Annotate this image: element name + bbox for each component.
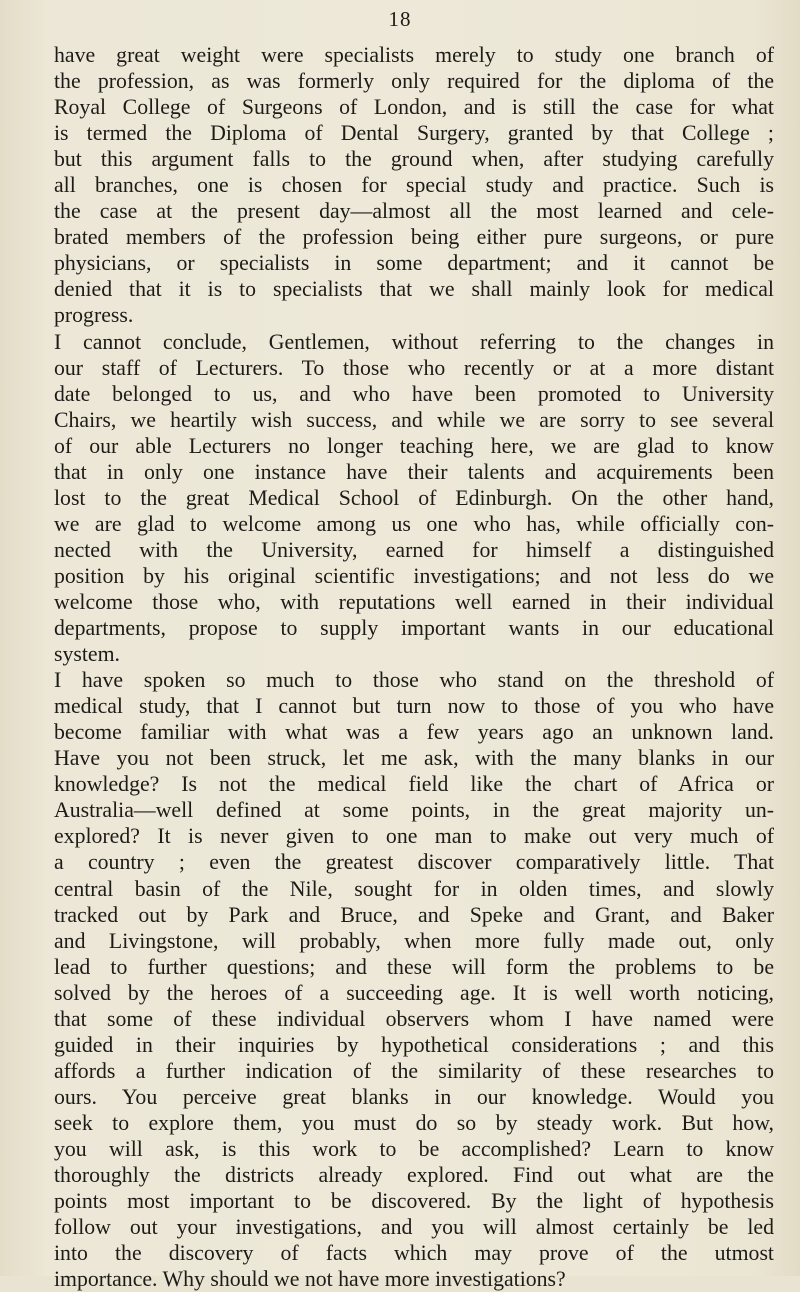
text-line: knowledge? Is not the medical field like the chart of Africa or <box>54 772 774 797</box>
page-number: 18 <box>388 7 412 31</box>
text-line: solved by the heroes of a succeeding age. It is well worth noticing, <box>54 980 774 1005</box>
text-line: and Livingstone, will probably, when more fully made out, only <box>54 928 774 953</box>
text-line: welcome those who, with reputations well earned in their individual <box>54 589 774 614</box>
text-line: seek to explore them, you must do so by steady work. But how, <box>54 1110 774 1135</box>
text-line: Australia—well defined at some points, in the great majority un- <box>54 798 774 823</box>
text-line: of our able Lecturers no longer teaching here, we are glad to know <box>54 433 774 458</box>
text-line: progress. <box>54 303 134 328</box>
text-line: date belonged to us, and who have been promoted to University <box>54 381 774 406</box>
text-line: but this argument falls to the ground when, after studying carefully <box>54 147 774 172</box>
text-line: Chairs, we heartily wish success, and while we are sorry to see several <box>54 407 774 432</box>
text-line: central basin of the Nile, sought for in olden times, and slowly <box>54 876 774 901</box>
text-line: is termed the Diploma of Dental Surgery, granted by that College ; <box>54 121 774 146</box>
text-line: lead to further questions; and these will form the problems to be <box>54 954 774 979</box>
body-text <box>54 42 774 1292</box>
text-line: I have spoken so much to those who stand on the threshold of <box>54 668 774 693</box>
text-line: points most important to be discovered. By the light of hypothesis <box>54 1189 774 1214</box>
text-line: follow out your investigations, and you will almost certainly be led <box>54 1215 774 1240</box>
text-line: lost to the great Medical School of Edinburgh. On the other hand, <box>54 485 774 510</box>
text-line: become familiar with what was a few years ago an unknown land. <box>54 720 774 745</box>
text-line: affords a further indication of the similarity of these researches to <box>54 1058 774 1083</box>
text-line: explored? It is never given to one man to make out very much of <box>54 824 774 849</box>
text-line: importance. Why should we not have more investigations? <box>54 1267 566 1292</box>
text-line: the profession, as was formerly only required for the diploma of the <box>54 69 774 94</box>
text-line: the case at the present day—almost all the most learned and cele- <box>54 199 774 224</box>
text-line: our staff of Lecturers. To those who recently or at a more distant <box>54 355 774 380</box>
text-line: I cannot conclude, Gentlemen, without referring to the changes in <box>54 329 774 354</box>
text-line: physicians, or specialists in some department; and it cannot be <box>54 251 774 276</box>
text-line: that in only one instance have their talents and acquirements been <box>54 459 774 484</box>
text-line: position by his original scientific investigations; and not less do we <box>54 563 774 588</box>
text-line: that some of these individual observers whom I have named were <box>54 1006 774 1031</box>
text-line: into the discovery of facts which may prove of the utmost <box>54 1241 774 1266</box>
text-line: Royal College of Surgeons of London, and is still the case for what <box>54 95 774 120</box>
text-line: you will ask, is this work to be accomplished? Learn to know <box>54 1136 774 1161</box>
text-line: Have you not been struck, let me ask, with the many blanks in our <box>54 746 774 771</box>
text-line: have great weight were specialists merely to study one branch of <box>54 43 774 67</box>
text-line: nected with the University, earned for himself a distinguished <box>54 537 774 562</box>
text-line: system. <box>54 642 120 667</box>
text-line: we are glad to welcome among us one who has, while officially con- <box>54 511 774 536</box>
text-line: medical study, that I cannot but turn now to those of you who have <box>54 694 774 719</box>
text-line: tracked out by Park and Bruce, and Speke and Grant, and Baker <box>54 902 774 927</box>
text-line: ours. You perceive great blanks in our knowledge. Would you <box>54 1084 774 1109</box>
text-line: guided in their inquiries by hypothetical considerations ; and this <box>54 1032 774 1057</box>
text-line: brated members of the profession being either pure surgeons, or pure <box>54 225 774 250</box>
text-line: departments, propose to supply important wants in our educational <box>54 616 774 641</box>
text-line: a country ; even the greatest discover comparatively little. That <box>54 850 774 875</box>
text-line: all branches, one is chosen for special study and practice. Such is <box>54 173 774 198</box>
text-line: denied that it is to specialists that we shall mainly look for medical <box>54 277 774 302</box>
text-line: thoroughly the districts already explored. Find out what are the <box>54 1163 774 1188</box>
